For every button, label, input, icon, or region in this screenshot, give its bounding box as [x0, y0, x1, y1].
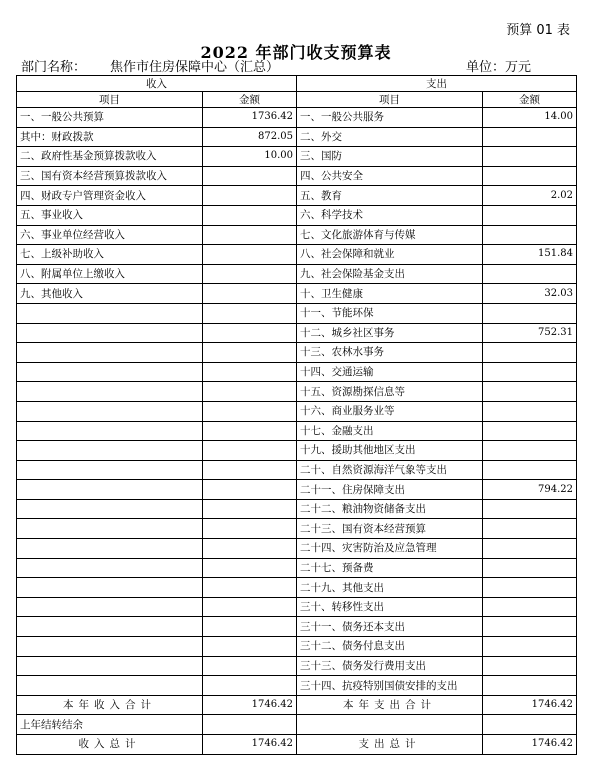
expense-item-cell: 二、外交: [297, 127, 483, 147]
income-amount-cell: [203, 597, 297, 617]
expense-item-cell: 八、社会保障和就业: [297, 245, 483, 265]
income-amount-cell: [203, 421, 297, 441]
carryover-expense-item: [297, 715, 483, 735]
expense-item-cell: 五、教育: [297, 186, 483, 206]
expense-item-cell: 十三、农林水事务: [297, 343, 483, 363]
income-item-cell: 四、财政专户管理资金收入: [17, 186, 203, 206]
table-row: [17, 656, 577, 676]
form-code: 预算 01 表: [506, 23, 570, 38]
expense-amount-cell: 32.03: [483, 284, 577, 304]
income-item-cell: [17, 597, 203, 617]
expense-item-header: 项目: [297, 92, 483, 108]
table-row: [17, 264, 577, 284]
expense-item-cell: 二十九、其他支出: [297, 578, 483, 598]
department-line: [21, 56, 279, 75]
income-total: 1746.42: [203, 735, 297, 755]
income-amount-cell: [203, 558, 297, 578]
income-amount-cell: [203, 245, 297, 265]
expense-item-cell: 二十七、预备费: [297, 558, 483, 578]
expense-amount-cell: [483, 401, 577, 421]
table-row: [17, 676, 577, 696]
table-row: [17, 108, 577, 128]
carryover-row: [17, 715, 577, 735]
table-row: [17, 480, 577, 500]
income-amount-cell: [203, 362, 297, 382]
expense-amount-cell: [483, 637, 577, 657]
expense-amount-cell: [483, 676, 577, 696]
income-header: 收入: [17, 76, 297, 92]
department-label: 部门名称：: [21, 60, 87, 75]
income-item-cell: [17, 303, 203, 323]
expense-amount-cell: [483, 362, 577, 382]
expense-item-cell: 十一、节能环保: [297, 303, 483, 323]
table-row: [17, 225, 577, 245]
carryover-label: 上年结转结余: [17, 715, 203, 735]
income-item-cell: 三、国有资本经营预算拨款收入: [17, 166, 203, 186]
table-row: [17, 441, 577, 461]
income-amount-cell: [203, 205, 297, 225]
table-row: [17, 166, 577, 186]
expense-amount-cell: 2.02: [483, 186, 577, 206]
income-item-cell: [17, 558, 203, 578]
section-header-row: [17, 76, 577, 92]
column-header-row: [17, 92, 577, 108]
income-amount-cell: [203, 539, 297, 559]
income-item-cell: 二、政府性基金预算拨款收入: [17, 147, 203, 167]
expense-total-label: 支出总计: [297, 735, 483, 755]
income-amount-cell: [203, 441, 297, 461]
income-item-cell: [17, 578, 203, 598]
income-item-cell: 六、事业单位经营收入: [17, 225, 203, 245]
income-amount-cell: [203, 343, 297, 363]
table-row: [17, 597, 577, 617]
expense-amount-cell: [483, 303, 577, 323]
income-amount-cell: [203, 617, 297, 637]
page-title: 2022 年部门收支预算表: [200, 43, 392, 62]
year-expense-total-label: 本年支出合计: [297, 695, 483, 715]
expense-item-cell: 十四、交通运输: [297, 362, 483, 382]
income-item-cell: [17, 676, 203, 696]
income-amount-cell: [203, 656, 297, 676]
expense-item-cell: 二十一、住房保障支出: [297, 480, 483, 500]
unit-label: 单位：万元: [466, 60, 532, 75]
budget-table: [16, 75, 577, 755]
expense-item-cell: 十九、援助其他地区支出: [297, 441, 483, 461]
expense-amount-cell: [483, 499, 577, 519]
income-item-cell: 一、一般公共预算: [17, 108, 203, 128]
income-amount-cell: [203, 284, 297, 304]
table-row: [17, 284, 577, 304]
expense-item-cell: 十二、城乡社区事务: [297, 323, 483, 343]
expense-amount-cell: [483, 205, 577, 225]
expense-amount-cell: 14.00: [483, 108, 577, 128]
income-item-cell: [17, 539, 203, 559]
expense-amount-cell: [483, 382, 577, 402]
expense-amount-cell: [483, 127, 577, 147]
income-amount-cell: [203, 382, 297, 402]
income-amount-cell: [203, 303, 297, 323]
income-item-cell: 五、事业收入: [17, 205, 203, 225]
table-row: [17, 323, 577, 343]
income-item-cell: [17, 401, 203, 421]
expense-item-cell: 二十、自然资源海洋气象等支出: [297, 460, 483, 480]
table-row: [17, 499, 577, 519]
income-amount-cell: [203, 186, 297, 206]
expense-item-cell: 三十一、债务还本支出: [297, 617, 483, 637]
income-amount-cell: [203, 264, 297, 284]
year-income-total: 1746.42: [203, 695, 297, 715]
expense-header: 支出: [297, 76, 577, 92]
table-row: [17, 362, 577, 382]
expense-item-cell: 三十、转移性支出: [297, 597, 483, 617]
year-income-total-label: 本年收入合计: [17, 695, 203, 715]
expense-item-cell: 十六、商业服务业等: [297, 401, 483, 421]
department-name: 焦作市住房保障中心（汇总）: [110, 60, 280, 75]
income-item-cell: 九、其他收入: [17, 284, 203, 304]
income-item-cell: [17, 519, 203, 539]
table-row: [17, 519, 577, 539]
expense-item-cell: 三十三、债务发行费用支出: [297, 656, 483, 676]
table-row: [17, 637, 577, 657]
table-row: [17, 558, 577, 578]
expense-item-cell: 四、公共安全: [297, 166, 483, 186]
expense-item-cell: 三十四、抗疫特别国债安排的支出: [297, 676, 483, 696]
income-item-cell: [17, 323, 203, 343]
expense-amount-cell: 151.84: [483, 245, 577, 265]
table-row: [17, 147, 577, 167]
income-amount-cell: [203, 499, 297, 519]
income-amount-cell: [203, 460, 297, 480]
year-total-row: [17, 695, 577, 715]
income-item-cell: [17, 441, 203, 461]
table-row: [17, 421, 577, 441]
expense-amount-cell: [483, 166, 577, 186]
expense-item-cell: 十五、资源勘探信息等: [297, 382, 483, 402]
expense-total: 1746.42: [483, 735, 577, 755]
income-amount-cell: [203, 166, 297, 186]
income-amount-cell: 872.05: [203, 127, 297, 147]
expense-item-cell: 二十二、粮油物资储备支出: [297, 499, 483, 519]
table-row: [17, 539, 577, 559]
expense-amount-cell: 752.31: [483, 323, 577, 343]
table-row: [17, 343, 577, 363]
income-item-cell: [17, 637, 203, 657]
income-item-cell: [17, 421, 203, 441]
expense-amount-cell: [483, 343, 577, 363]
table-row: [17, 401, 577, 421]
income-item-cell: [17, 362, 203, 382]
table-row: [17, 245, 577, 265]
income-amount-cell: [203, 578, 297, 598]
table-row: [17, 303, 577, 323]
expense-amount-cell: [483, 225, 577, 245]
income-total-label: 收入总计: [17, 735, 203, 755]
income-amount-header: 金额: [203, 92, 297, 108]
income-amount-cell: 10.00: [203, 147, 297, 167]
expense-amount-cell: 794.22: [483, 480, 577, 500]
expense-amount-cell: [483, 539, 577, 559]
income-item-cell: [17, 460, 203, 480]
table-row: [17, 617, 577, 637]
income-item-cell: 七、上级补助收入: [17, 245, 203, 265]
expense-amount-cell: [483, 656, 577, 676]
expense-amount-cell: [483, 147, 577, 167]
table-row: [17, 382, 577, 402]
expense-amount-cell: [483, 578, 577, 598]
income-amount-cell: [203, 401, 297, 421]
expense-amount-cell: [483, 597, 577, 617]
income-item-cell: [17, 382, 203, 402]
table-row: [17, 127, 577, 147]
expense-amount-header: 金额: [483, 92, 577, 108]
income-item-cell: 其中：财政拨款: [17, 127, 203, 147]
income-amount-cell: [203, 225, 297, 245]
income-amount-cell: [203, 323, 297, 343]
income-item-cell: 八、附属单位上缴收入: [17, 264, 203, 284]
year-expense-total: 1746.42: [483, 695, 577, 715]
income-amount-cell: [203, 519, 297, 539]
income-item-cell: [17, 499, 203, 519]
expense-amount-cell: [483, 264, 577, 284]
expense-item-cell: 九、社会保险基金支出: [297, 264, 483, 284]
expense-item-cell: 六、科学技术: [297, 205, 483, 225]
expense-amount-cell: [483, 617, 577, 637]
expense-amount-cell: [483, 519, 577, 539]
expense-item-cell: 二十四、灾害防治及应急管理: [297, 539, 483, 559]
income-item-cell: [17, 343, 203, 363]
income-item-cell: [17, 617, 203, 637]
carryover-amount: [203, 715, 297, 735]
income-item-cell: [17, 480, 203, 500]
income-amount-cell: 1736.42: [203, 108, 297, 128]
table-row: [17, 578, 577, 598]
expense-item-cell: 二十三、国有资本经营预算: [297, 519, 483, 539]
expense-item-cell: 一、一般公共服务: [297, 108, 483, 128]
expense-item-cell: 七、文化旅游体育与传媒: [297, 225, 483, 245]
expense-item-cell: 三、国防: [297, 147, 483, 167]
income-item-cell: [17, 656, 203, 676]
expense-item-cell: 三十二、债务付息支出: [297, 637, 483, 657]
table-row: [17, 205, 577, 225]
table-row: [17, 460, 577, 480]
income-item-header: 项目: [17, 92, 203, 108]
carryover-expense-amount: [483, 715, 577, 735]
grand-total-row: [17, 735, 577, 755]
expense-amount-cell: [483, 421, 577, 441]
expense-item-cell: 十七、金融支出: [297, 421, 483, 441]
expense-item-cell: 十、卫生健康: [297, 284, 483, 304]
expense-amount-cell: [483, 460, 577, 480]
income-amount-cell: [203, 676, 297, 696]
income-amount-cell: [203, 637, 297, 657]
expense-amount-cell: [483, 558, 577, 578]
table-row: [17, 186, 577, 206]
expense-amount-cell: [483, 441, 577, 461]
income-amount-cell: [203, 480, 297, 500]
